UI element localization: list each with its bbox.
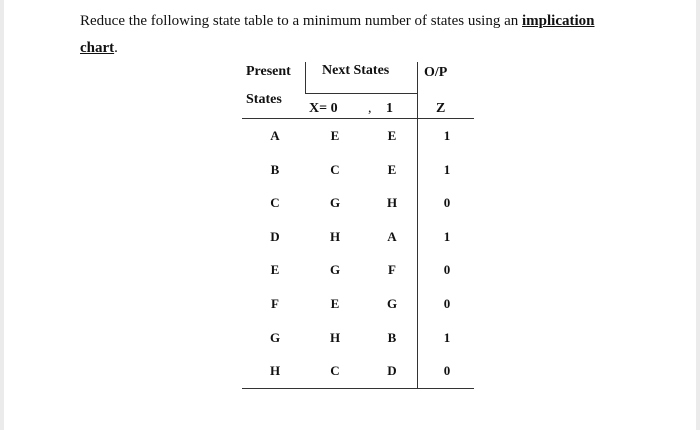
next-state-x0-cell: G xyxy=(329,195,341,211)
header-output: O/P xyxy=(424,65,448,80)
next-state-x1-cell: H xyxy=(386,195,398,211)
rule-header xyxy=(242,118,474,119)
header-next-states: Next States xyxy=(322,63,390,78)
present-state-cell: C xyxy=(270,195,280,211)
rule-next-states xyxy=(305,93,417,94)
next-state-x0-cell: E xyxy=(330,296,340,311)
header-present: Present xyxy=(246,64,291,79)
divider-output xyxy=(417,62,418,388)
question-emphasis-2: chart xyxy=(80,40,115,56)
present-state-cell: D xyxy=(270,228,280,244)
next-state-x0-cell: H xyxy=(329,329,341,345)
output-z-cell: 1 xyxy=(443,128,451,143)
next-state-x0-cell: E xyxy=(330,128,340,143)
next-state-x1-cell: A xyxy=(387,228,397,244)
output-z-cell: 1 xyxy=(443,228,451,244)
header-separator: , xyxy=(368,101,372,116)
next-state-x1-cell: D xyxy=(387,363,397,379)
header-x0: X= 0 xyxy=(309,101,338,116)
next-state-x0-cell: G xyxy=(329,262,341,278)
document-page xyxy=(4,0,696,430)
present-state-cell: H xyxy=(269,363,281,379)
next-state-x1-cell: B xyxy=(387,329,397,345)
output-z-cell: 0 xyxy=(443,262,451,278)
output-z-cell: 1 xyxy=(443,161,451,177)
question-period: . xyxy=(114,40,118,56)
header-states: States xyxy=(246,92,282,107)
question-text xyxy=(80,8,680,62)
next-state-x1-cell: E xyxy=(387,161,397,177)
present-state-cell: E xyxy=(270,262,280,278)
output-z-cell: 1 xyxy=(443,329,451,345)
next-state-x0-cell: C xyxy=(330,363,340,379)
header-z: Z xyxy=(436,101,446,116)
rule-bottom xyxy=(242,388,474,389)
question-emphasis-1: implication xyxy=(522,13,595,29)
output-z-cell: 0 xyxy=(443,296,451,311)
present-state-cell: A xyxy=(270,128,280,143)
header-x1: 1 xyxy=(386,101,393,116)
next-state-x1-cell: F xyxy=(388,262,396,278)
present-state-cell: F xyxy=(271,296,279,311)
next-state-x1-cell: G xyxy=(386,296,398,311)
next-state-x0-cell: C xyxy=(330,161,340,177)
divider-present xyxy=(305,62,306,94)
present-state-cell: G xyxy=(269,329,281,345)
next-state-x1-cell: E xyxy=(387,128,397,143)
present-state-cell: B xyxy=(270,161,280,177)
question-body: Reduce the following state table to a minimum number of states using an xyxy=(80,13,519,29)
output-z-cell: 0 xyxy=(443,363,451,379)
next-state-x0-cell: H xyxy=(329,228,341,244)
output-z-cell: 0 xyxy=(443,195,451,211)
